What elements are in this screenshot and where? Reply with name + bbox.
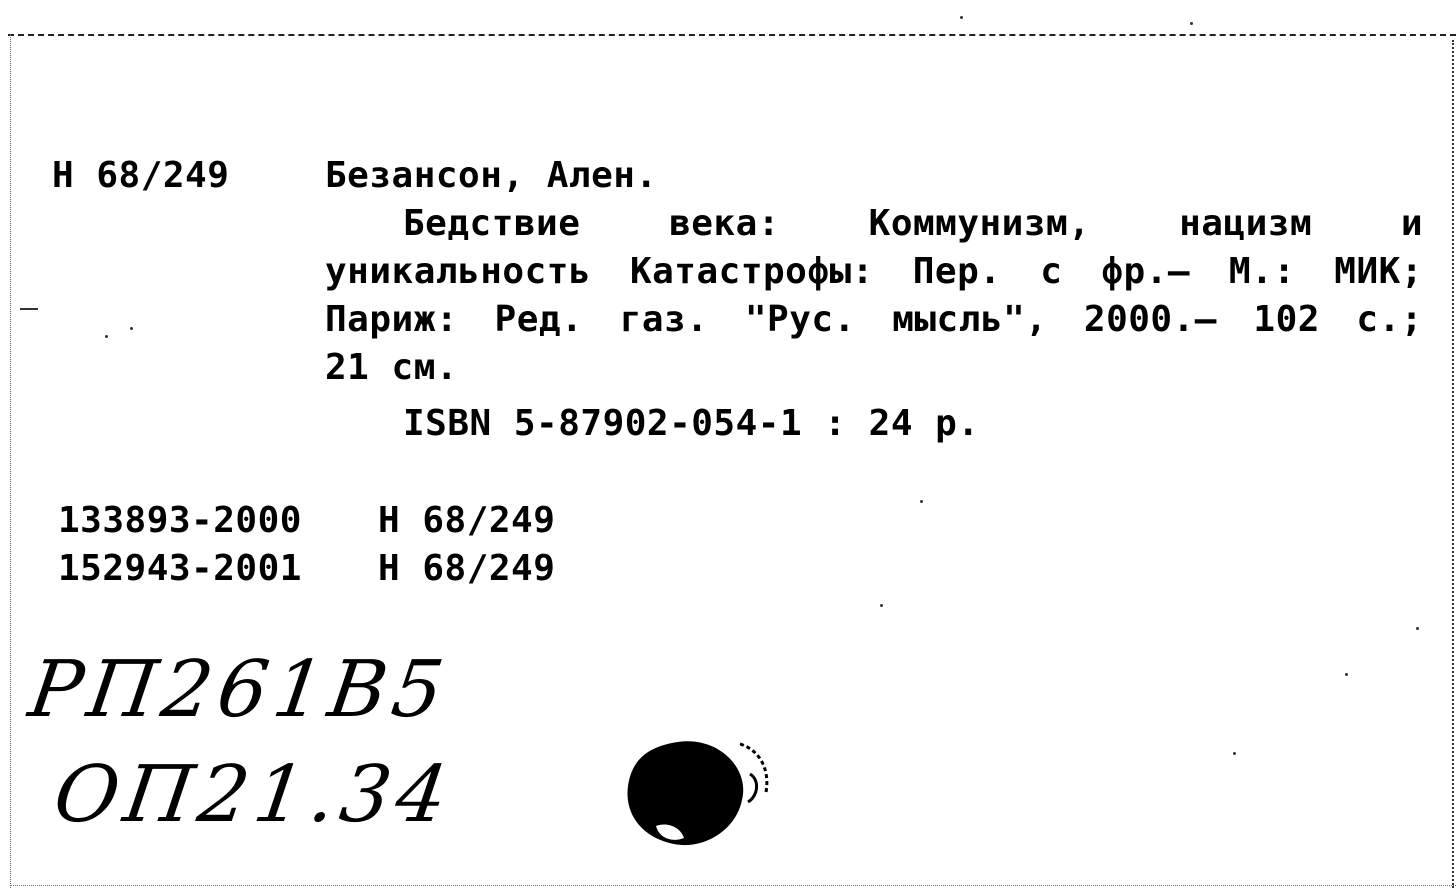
word: 2000.– (1083, 299, 1217, 340)
description-line-2 (325, 296, 1423, 344)
word: Бедствие (403, 203, 581, 244)
word: фр.– (1101, 251, 1191, 292)
speck (20, 308, 38, 310)
speck (960, 16, 963, 19)
word: века: (669, 203, 780, 244)
word: Коммунизм, (868, 203, 1091, 244)
speck (1416, 627, 1419, 630)
word: газ. (619, 299, 709, 340)
word: и (1400, 203, 1423, 244)
handwritten-code-1: РП261В5 (23, 645, 455, 735)
speck (920, 500, 923, 503)
description-line-3: 21 см. (325, 347, 459, 388)
ink-blot-stamp (600, 730, 790, 860)
handwritten-code-2: ОП21.34 (48, 750, 459, 840)
word: Ред. (494, 299, 584, 340)
description-line-1 (325, 248, 1423, 296)
inventory-number-2: 152943-2001 (58, 548, 302, 589)
card-left-border (10, 34, 11, 888)
word: Париж: (325, 299, 459, 340)
word: "Рус. (744, 299, 856, 340)
word: с (1040, 251, 1063, 292)
speck (1345, 673, 1348, 676)
word: с.; (1356, 299, 1423, 340)
word: 102 (1253, 299, 1320, 340)
shelfmark-1: Н 68/249 (378, 500, 556, 541)
word: Катастрофы: (629, 251, 874, 292)
word: мысль", (892, 299, 1048, 340)
card-right-border (1452, 40, 1454, 888)
word: М.: (1228, 251, 1296, 292)
speck (130, 327, 133, 330)
speck (880, 604, 883, 607)
word: нацизм (1179, 203, 1313, 244)
card-top-border (8, 34, 1456, 36)
speck (1190, 22, 1193, 25)
card-bottom-border (10, 885, 1456, 886)
isbn-price-line: ISBN 5-87902-054-1 : 24 р. (403, 403, 980, 444)
word: МИК; (1334, 251, 1423, 292)
call-number: Н 68/249 (52, 155, 230, 196)
word: Пер. (912, 251, 1002, 292)
word: уникальность (325, 251, 592, 292)
speck (105, 335, 108, 338)
speck (1233, 752, 1236, 755)
shelfmark-2: Н 68/249 (378, 548, 556, 589)
author-heading: Безансон, Ален. (325, 155, 658, 196)
inventory-number-1: 133893-2000 (58, 500, 302, 541)
title-line (403, 200, 1423, 248)
